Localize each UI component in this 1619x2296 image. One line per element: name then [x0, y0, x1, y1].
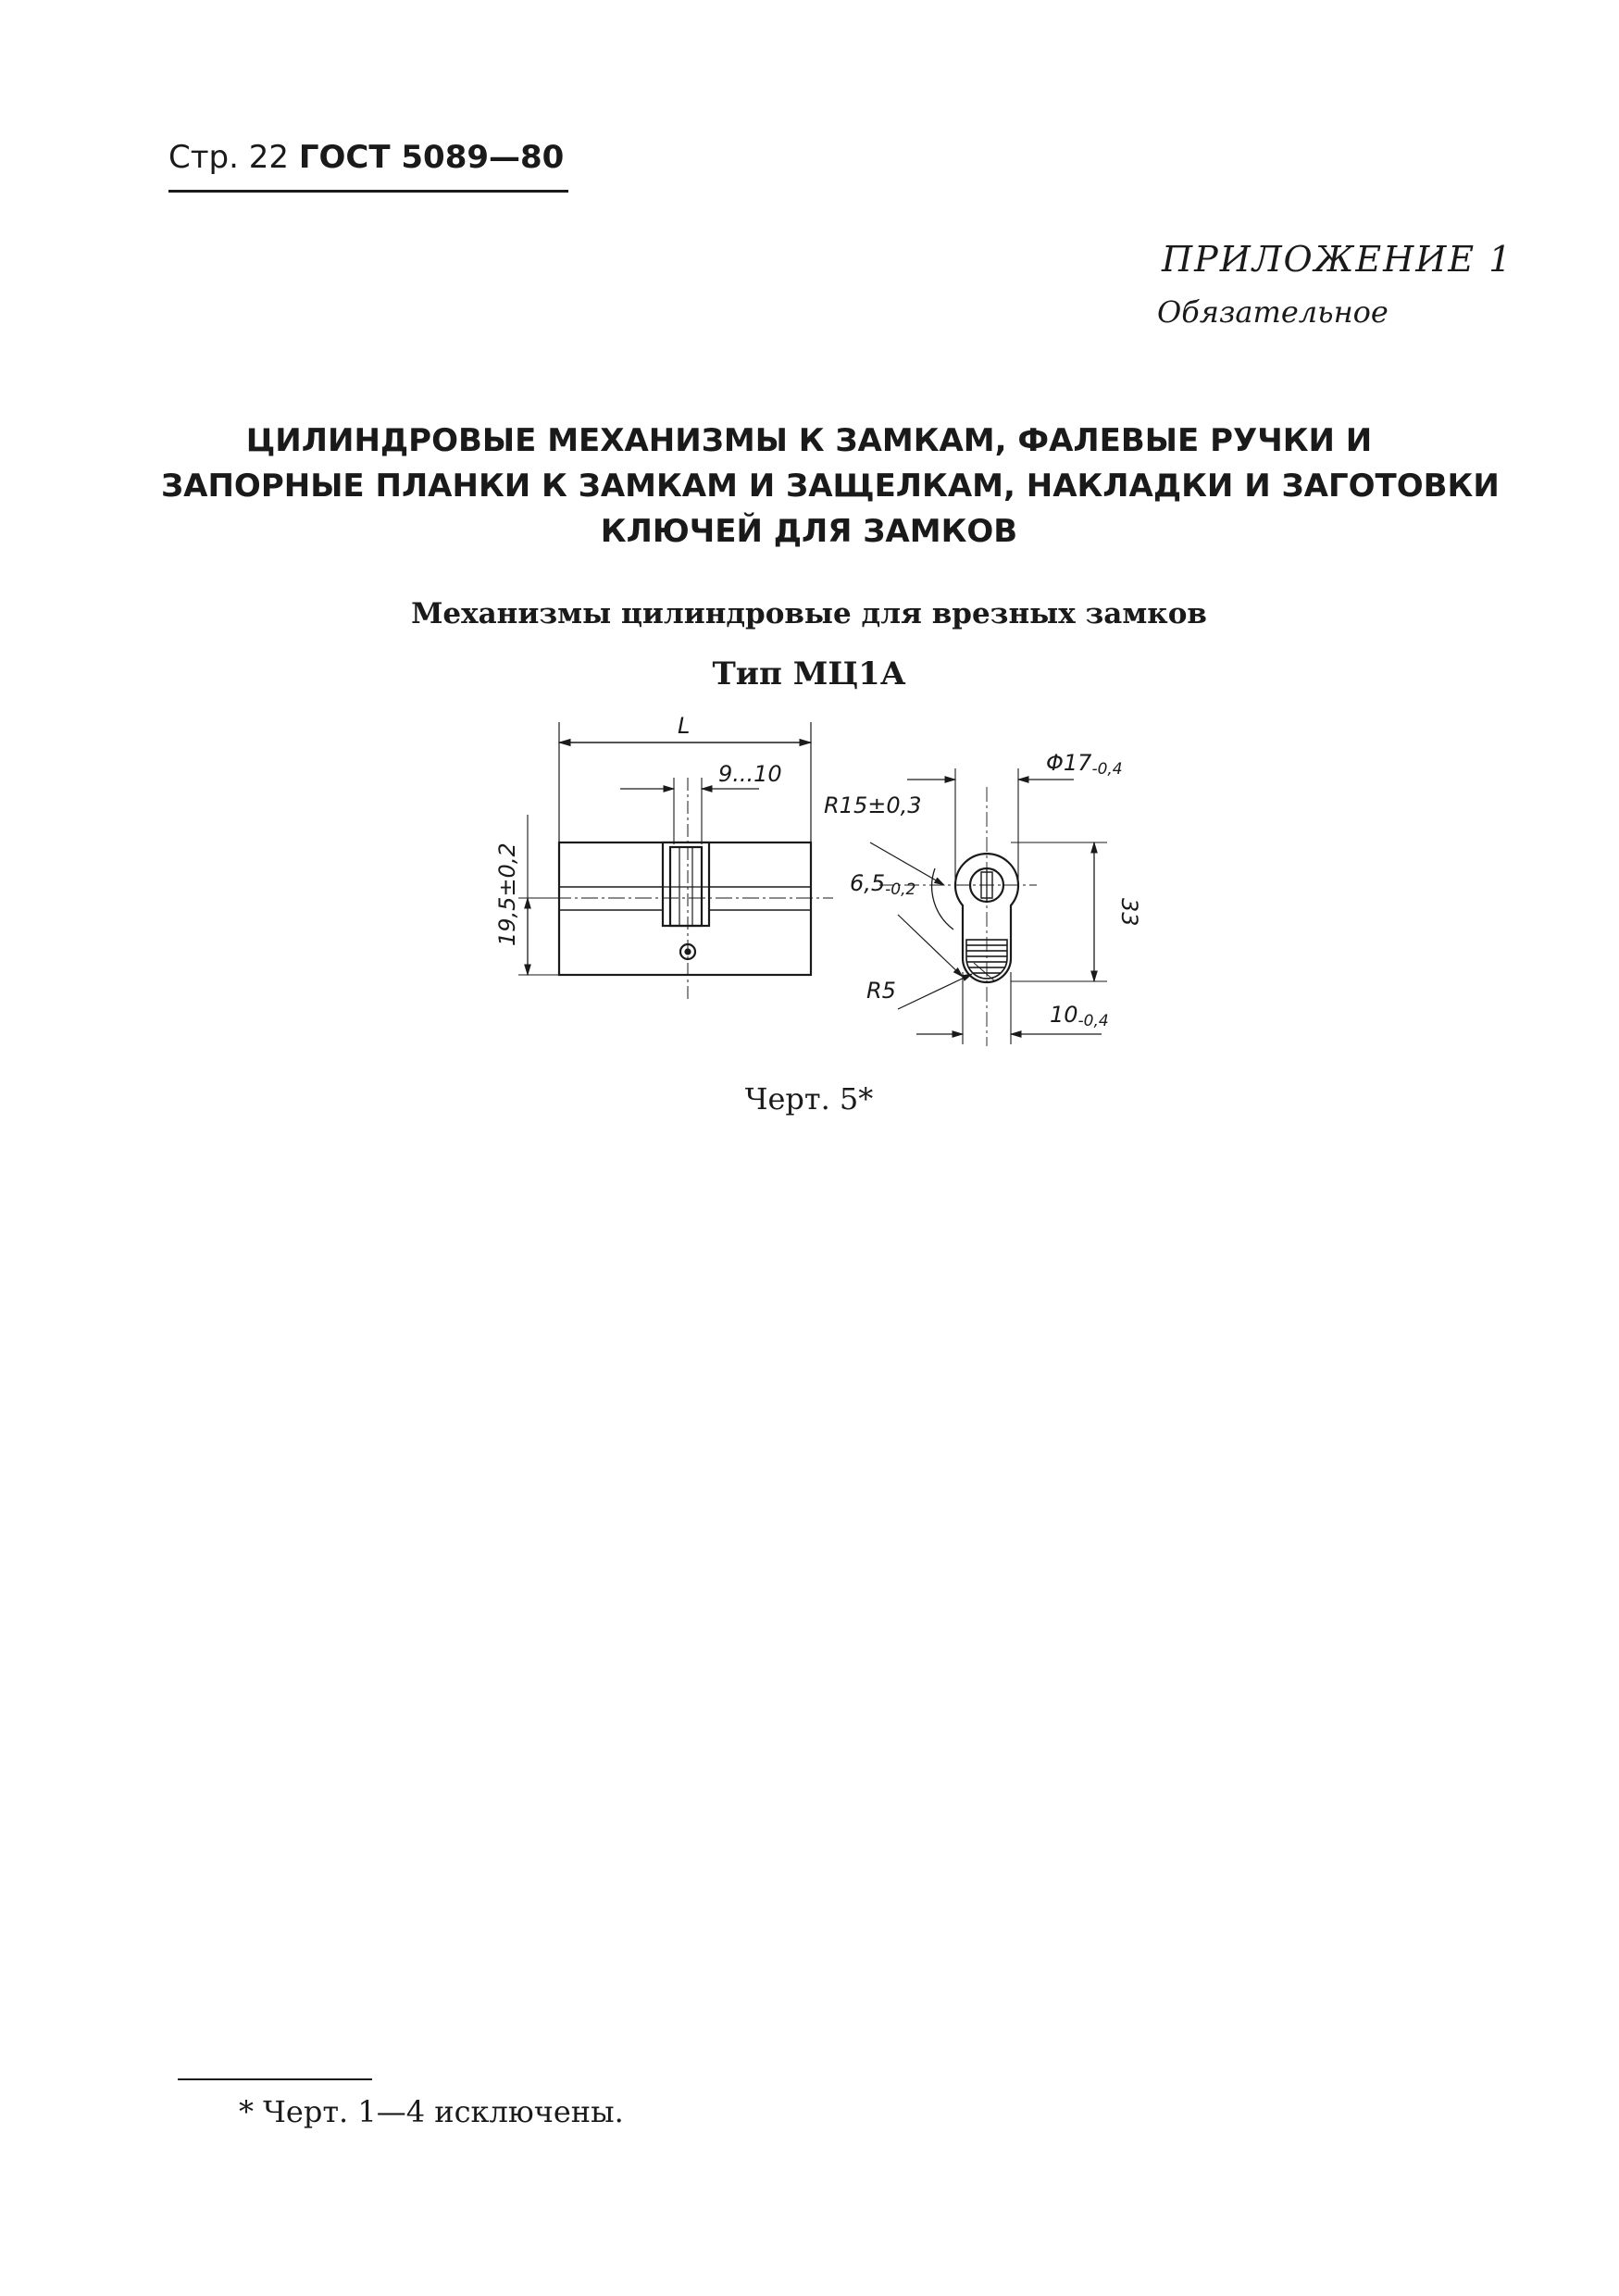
main-title-line: ЗАПОРНЫЕ ПЛАНКИ К ЗАМКАМ И ЗАЩЕЛКАМ, НАКЛАДКИ И ЗАГОТОВКИ: [161, 468, 1500, 505]
appendix-title: ПРИЛОЖЕНИЕ 1: [1162, 239, 1513, 280]
main-title-line: КЛЮЧЕЙ ДЛЯ ЗАМКОВ: [600, 513, 1018, 550]
footnote-rule: [178, 2078, 372, 2080]
technical-drawing: [463, 704, 1185, 1055]
appendix-status: Обязательное: [1157, 294, 1389, 330]
page-header: [168, 139, 564, 176]
dim-length: L: [678, 713, 691, 739]
section-subtitle: Механизмы цилиндровые для врезных замков: [411, 597, 1207, 630]
figure-caption: Черт. 5*: [744, 1081, 874, 1117]
standard-number: ГОСТ 5089—80: [298, 139, 565, 176]
main-title-line: ЦИЛИНДРОВЫЕ МЕХАНИЗМЫ К ЗАМКАМ, ФАЛЕВЫЕ РУЧКИ И: [245, 422, 1373, 459]
dim-height: 19,5±0,2: [494, 842, 520, 946]
main-title: [161, 418, 1500, 555]
dim-profile-width: 6,5-0,2: [850, 870, 916, 899]
dim-radius-large: R15±0,3: [824, 792, 922, 818]
dim-diameter: Φ17-0,4: [1046, 750, 1123, 779]
dim-slot-width: 9...10: [718, 761, 782, 787]
dim-radius-small: R5: [866, 978, 896, 1004]
header-rule: [168, 190, 568, 193]
cylinder-side-view: [518, 722, 833, 1000]
footnote: * Черт. 1—4 исключены.: [239, 2094, 624, 2129]
type-label: Тип МЦ1А: [712, 655, 906, 693]
page-number: Стр. 22: [168, 139, 290, 176]
dim-profile-height: 33: [1116, 898, 1142, 927]
dim-bottom-width: 10-0,4: [1050, 1002, 1109, 1030]
